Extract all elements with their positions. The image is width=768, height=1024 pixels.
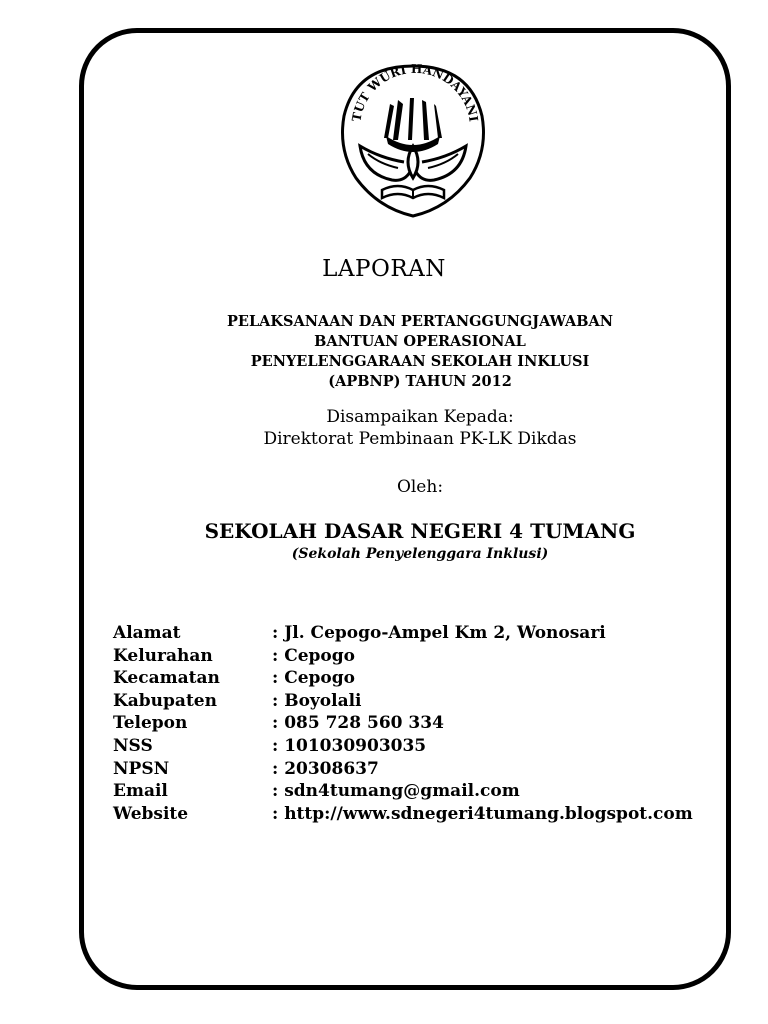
info-row-alamat xyxy=(113,622,693,645)
info-value: : 20308637 xyxy=(272,758,379,779)
school-name: SEKOLAH DASAR NEGERI 4 TUMANG xyxy=(204,519,636,543)
info-row-website xyxy=(113,803,693,826)
info-value: : Cepogo xyxy=(272,668,355,689)
info-label: Kelurahan xyxy=(113,645,213,666)
subtitle-line: (APBNP) TAHUN 2012 xyxy=(328,373,512,390)
info-value: : 101030903035 xyxy=(272,735,427,756)
document-title: LAPORAN xyxy=(322,256,446,282)
info-row-npsn xyxy=(113,758,693,781)
report-subtitle xyxy=(0,312,768,392)
info-value: : sdn4tumang@gmail.com xyxy=(272,781,520,802)
info-label: NSS xyxy=(113,735,153,756)
info-row-kelurahan xyxy=(113,645,693,668)
subtitle-line: PENYELENGGARAAN SEKOLAH INKLUSI xyxy=(250,353,590,370)
info-value: : Boyolali xyxy=(272,690,362,711)
info-label: Website xyxy=(113,803,189,824)
by-label: Oleh: xyxy=(396,477,444,497)
info-label: Email xyxy=(113,781,168,802)
school-subtitle: (Sekolah Penyelenggara Inklusi) xyxy=(291,546,549,562)
delivered-to-label: Disampaikan Kepada: xyxy=(326,407,514,427)
info-row-kabupaten xyxy=(113,690,693,713)
info-label: NPSN xyxy=(113,758,170,779)
info-label: Telepon xyxy=(113,713,188,734)
subtitle-line: BANTUAN OPERASIONAL xyxy=(314,333,526,350)
school-info-table xyxy=(113,622,693,825)
info-label: Kecamatan xyxy=(113,668,220,689)
info-value: : Jl. Cepogo-Ampel Km 2, Wonosari xyxy=(272,623,606,643)
info-label: Alamat xyxy=(113,623,181,643)
info-value: : http://www.sdnegeri4tumang.blogspot.com xyxy=(272,803,693,824)
info-row-email xyxy=(113,780,693,803)
info-value: : Cepogo xyxy=(272,645,355,666)
delivered-to-block xyxy=(0,406,768,450)
info-row-kecamatan xyxy=(113,667,693,690)
info-label: Kabupaten xyxy=(113,690,217,711)
tut-wuri-handayani-emblem-icon xyxy=(320,58,506,220)
svg-text:TUT WURI HANDAYANI: TUT WURI HANDAYANI xyxy=(349,61,481,123)
info-row-telepon xyxy=(113,712,693,735)
delivered-to-recipient: Direktorat Pembinaan PK-LK Dikdas xyxy=(263,429,577,449)
info-value: : 085 728 560 334 xyxy=(272,713,444,734)
subtitle-line: PELAKSANAAN DAN PERTANGGUNGJAWABAN xyxy=(227,313,613,330)
info-row-nss xyxy=(113,735,693,758)
